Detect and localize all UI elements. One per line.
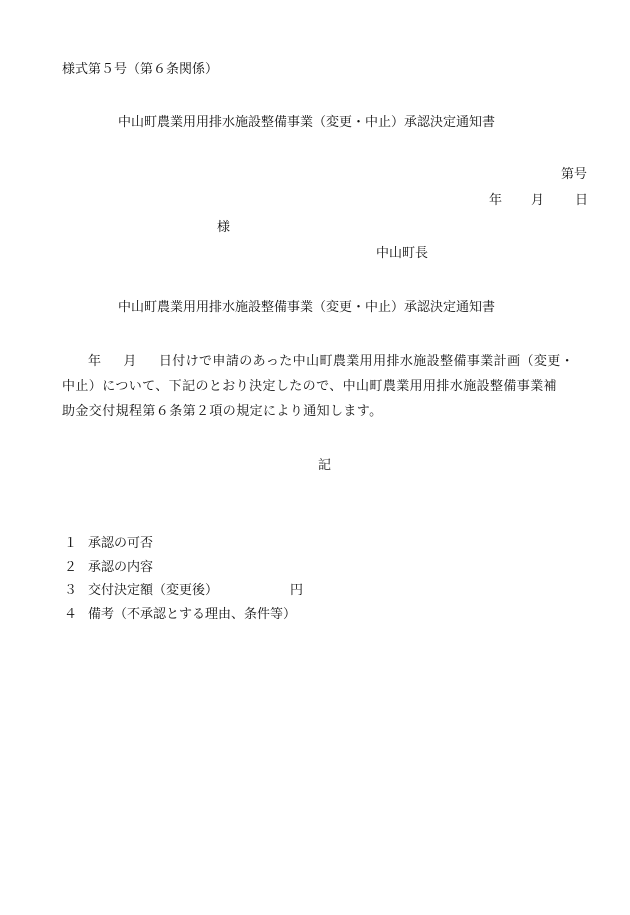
subject-title: 中山町農業用用排水施設整備事業（変更・中止）承認決定通知書 bbox=[118, 300, 496, 315]
ki-heading: 記 bbox=[318, 458, 332, 473]
body-line-2: 中止）について、下記のとおり決定したので、中山町農業用用排水施設整備事業補 bbox=[62, 379, 558, 394]
list-item bbox=[64, 607, 296, 631]
body-month-label: 月 bbox=[123, 354, 137, 369]
list-item bbox=[64, 560, 296, 584]
document-title: 中山町農業用用排水施設整備事業（変更・中止）承認決定通知書 bbox=[118, 115, 496, 130]
body-line-1 bbox=[62, 349, 622, 374]
item-label: 交付決定額（変更後） bbox=[88, 583, 219, 598]
body-year-label: 年 bbox=[88, 354, 102, 369]
yen-unit: 円 bbox=[290, 583, 304, 598]
item-number: ３ bbox=[64, 583, 78, 598]
date-year-label: 年 bbox=[489, 193, 503, 208]
item-number: １ bbox=[64, 536, 78, 551]
item-label: 承認の内容 bbox=[88, 559, 154, 575]
item-label: 備考（不承認とする理由、条件等） bbox=[88, 606, 297, 622]
item-number: ４ bbox=[64, 606, 78, 622]
body-line-1-text: 日付けで申請のあった中山町農業用用排水施設整備事業計画（変更・ bbox=[158, 354, 575, 369]
notice-body bbox=[62, 349, 622, 424]
item-number: ２ bbox=[64, 559, 78, 575]
date-month-label: 月 bbox=[531, 193, 545, 208]
date-day-label: 日 bbox=[575, 193, 589, 208]
item-list bbox=[64, 536, 304, 630]
list-item bbox=[64, 536, 296, 560]
issue-date bbox=[489, 193, 588, 209]
item-label: 承認の可否 bbox=[88, 536, 154, 551]
sender-name: 中山町長 bbox=[376, 246, 429, 261]
body-line-3: 助金交付規程第６条第２項の規定により通知します。 bbox=[62, 404, 383, 419]
document-number-label: 第号 bbox=[561, 167, 588, 182]
recipient-suffix: 様 bbox=[217, 220, 231, 235]
form-number-label: 様式第５号（第６条関係） bbox=[62, 62, 219, 77]
list-item bbox=[64, 583, 304, 607]
